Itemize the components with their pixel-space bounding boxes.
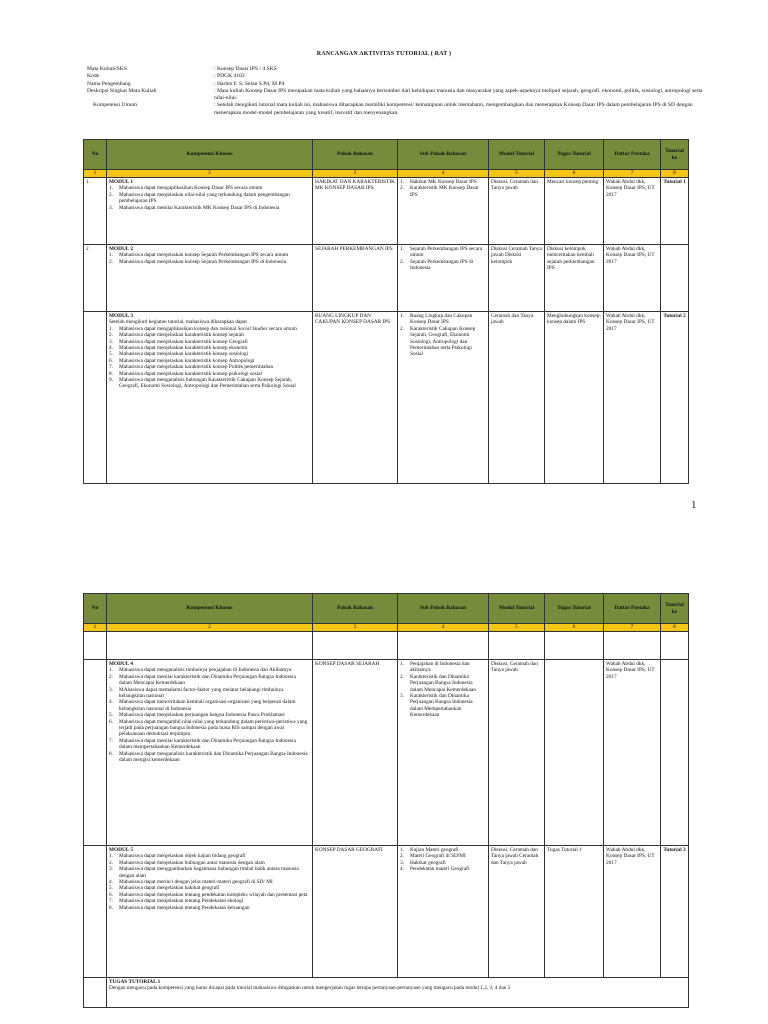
item-text: Mahasiswa dapat menjelaskan konsep Sejarah Perkembangan IPS di Indonesia bbox=[119, 258, 287, 265]
kompetensi-khusus-cell bbox=[107, 660, 313, 846]
item-text: Mahasiswa dapat mengaplikasikan Konsep Dasar IPS secara umum bbox=[119, 185, 263, 192]
column-number: 1 bbox=[84, 624, 107, 632]
numbered-list bbox=[109, 326, 310, 390]
modul-tutorial: Diskusi Ceramah Tanya jawab Diskusi kelompok bbox=[489, 245, 545, 312]
column-number: 8 bbox=[661, 170, 689, 178]
item-text: Mahasiswa dapat menjelaskan karakteristik konsep Antropologi bbox=[119, 357, 255, 364]
item-text: Mahasiswa dapat menjelaskan perjuangan bangsa Indonesia Pasca Proklamasi bbox=[119, 712, 285, 719]
row-number: 2 bbox=[84, 245, 107, 312]
list-item bbox=[400, 313, 486, 326]
numbered-list bbox=[109, 252, 310, 265]
item-text: Mahasiswa dapat menceritakan kembali organisasi-organisasi yang berperan dalam kebangkitan nasional di Indonesia bbox=[119, 699, 296, 712]
daftar-pustaka: Wahab Abdul dkk, Konsep Dasar IPS, UT 2017 bbox=[604, 178, 661, 245]
pokok-bahasan: SEJARAH PERKEMBANGAN IPS bbox=[313, 245, 398, 312]
item-text: Hakikat geografi bbox=[410, 859, 446, 866]
item-text: Mahasiswa dapat menjelaskan karakteristik konsep ekonomi bbox=[119, 345, 248, 352]
module-intro: Setelah mengikuti kegiatan tutorial, mahasiswa diharapkan dapat bbox=[109, 319, 247, 326]
tugas-tutorial-text: Dengan mengacu pada kompetensi yang harus dicapai pada tutorial mahasiswa ditugaskan untuk mengerjakan tugas berupa pertanyaan-pertanyaan yang mengacu pada modul 1,2, 3, 4 dan 5 bbox=[109, 985, 511, 992]
table-row bbox=[84, 245, 689, 312]
column-header: Daftar Pustaka bbox=[604, 140, 661, 170]
sub-pokok-bahasan-cell bbox=[398, 245, 489, 312]
tugas-tutorial: Diskusi kelompok menceritakan kembali sejarah perkembangan IPS bbox=[545, 245, 604, 312]
numbered-list bbox=[400, 179, 486, 198]
column-number: 3 bbox=[313, 170, 398, 178]
list-item bbox=[109, 738, 310, 751]
item-text: Mahasiswa dapat menilai Karakteristik MK Konsep Dasar IPS di Indonesia bbox=[119, 204, 280, 211]
info-value: : PDGK 4102 bbox=[214, 73, 245, 80]
item-text: Mahasiswa dapat menjelaskan karakteristik konsep psikologi sosial bbox=[119, 370, 262, 377]
list-item bbox=[109, 866, 310, 879]
module-title: MODUL 5 bbox=[109, 847, 133, 853]
list-item bbox=[400, 259, 486, 272]
item-text: Hakikat MK Konsep Dasar IPS bbox=[410, 179, 477, 185]
tugas-tutorial bbox=[545, 660, 604, 846]
item-number: 3. bbox=[109, 686, 113, 693]
info-value: : Mata kuliah Konsep Dasar IPS merupakan mata kuliah yang bahannya bersumber dari kehidupan manusia dan masyarakat yang aspek-aspeknya meliputi sejarah, geografi, ekonomi, politik, sosiologi, antropologi serta nilai-nilai. bbox=[214, 87, 703, 102]
item-number: 2. bbox=[400, 325, 404, 332]
empty-cell bbox=[107, 632, 313, 660]
item-number: 2. bbox=[109, 859, 113, 866]
list-item bbox=[400, 693, 486, 719]
pokok-bahasan: RUANG LINGKUP DAN CAKUPAN KONSEP DASAR IPS bbox=[313, 312, 398, 484]
column-number-row bbox=[84, 170, 689, 178]
item-text: Mahasiswa dapat menggambarkan bagaimana hubungan timbal balik antara manusia dengan alam bbox=[119, 866, 299, 879]
item-number: 6. bbox=[109, 891, 113, 898]
kompetensi-khusus-cell bbox=[107, 312, 313, 484]
list-item bbox=[109, 192, 310, 205]
table-header-row bbox=[84, 594, 689, 624]
item-text: Mahasiswa dapat menjelaskan nilai-nilai yang terkandung dalam pengembangan pembelajaran IPS bbox=[119, 191, 290, 205]
sub-pokok-bahasan-cell bbox=[398, 846, 489, 978]
item-number: 3. bbox=[109, 204, 113, 211]
item-number: 1. bbox=[109, 252, 113, 259]
item-text: Karakteristik Cakupan Konsep Sejarah, Geografi, Ekonomi Sosiologi, Antropologi dan Pemerintahan serta Psikologi Sosial bbox=[410, 325, 476, 358]
column-number: 6 bbox=[545, 170, 604, 178]
empty-cell bbox=[545, 632, 604, 660]
module-title: MODUL 3 bbox=[109, 313, 133, 319]
list-item bbox=[109, 905, 310, 911]
item-number: 8. bbox=[109, 904, 113, 911]
item-text: Mahasiswa dapat menganalisis timbulnya penjajahan di Indonesia dan Akibatnya bbox=[119, 667, 292, 674]
numbered-list bbox=[400, 246, 486, 272]
item-text: Mahasiswa dapat menjelaskan tentang pendekatan kompleks wilayah dan presentasi peta bbox=[119, 891, 308, 898]
column-number: 5 bbox=[489, 624, 545, 632]
item-text: Mahasiswa dapat menjelaskan hubungan antar manusia dengan alam bbox=[119, 859, 265, 866]
tugas-tutorial-content bbox=[107, 978, 689, 1008]
item-number: 3. bbox=[109, 866, 113, 873]
module-title: MODUL 2 bbox=[109, 246, 133, 252]
empty-cell bbox=[489, 632, 545, 660]
kompetensi-khusus-cell bbox=[107, 178, 313, 245]
item-text: Mahasiswa dapat menjelaskan tentang Pendekatan keruangan bbox=[119, 904, 250, 911]
empty-row bbox=[84, 632, 689, 660]
list-item bbox=[109, 719, 310, 738]
table-row bbox=[84, 846, 689, 978]
item-text: Mahasiswa dapat menilai karakteristik dan Dinamika Perjuangan Bangsa Indonesia dalam Mencapai Kemerdekaan bbox=[119, 673, 296, 687]
info-label: Kode bbox=[87, 73, 100, 80]
tugas-tutorial: Menghubungkan konsep-konsep dalam IPS bbox=[545, 312, 604, 484]
item-text: Mahasiswa dapat menilai karakteristik dan Dinamika Perjuangan Bangsa Indonesia dalam mempertahankan Kemerdekaan bbox=[119, 737, 296, 751]
numbered-list bbox=[109, 667, 310, 763]
column-number-row bbox=[84, 624, 689, 632]
column-number: 5 bbox=[489, 170, 545, 178]
modul-tutorial: Ceramah dan Tanya jawab bbox=[489, 312, 545, 484]
info-row bbox=[87, 88, 707, 103]
column-number: 8 bbox=[661, 624, 689, 632]
item-text: Sejarah Perkembangan IPS secara umum bbox=[410, 246, 483, 259]
info-label: Nama Pengembang bbox=[87, 80, 131, 87]
document-title: RANCANGAN AKTIVITAS TUTORIAL ( RAT ) bbox=[316, 51, 452, 57]
modul-tutorial: Diskusi, Ceramah dan Tanya jawab Ceramah dan Tanya jawab bbox=[489, 846, 545, 978]
sub-pokok-bahasan-cell bbox=[398, 660, 489, 846]
item-number: 6. bbox=[109, 357, 113, 364]
item-text: Karakteristik dan Dinamika Perjuangan Bangsa Indonesia dalam Mencapai Kemerdekaan bbox=[410, 673, 476, 693]
column-number: 7 bbox=[604, 624, 661, 632]
item-number: 2. bbox=[109, 191, 113, 198]
item-number: 9. bbox=[109, 377, 113, 384]
item-number: 1. bbox=[400, 847, 404, 853]
daftar-pustaka: Wahab Abdul dkk, Konsep Dasar IPS, UT 2017 bbox=[604, 245, 661, 312]
item-number: 2. bbox=[400, 673, 404, 680]
info-row bbox=[87, 81, 707, 88]
column-number: 2 bbox=[107, 624, 313, 632]
column-header: Tutorial ke bbox=[661, 140, 689, 170]
info-label: Kompetensi Umum bbox=[93, 102, 137, 109]
info-label: Mata Kuliah/SKS bbox=[87, 66, 127, 72]
item-number: 2. bbox=[109, 673, 113, 680]
list-item bbox=[400, 185, 486, 198]
info-row bbox=[87, 102, 707, 117]
item-text: Mahasiswa dapat menjelaskan konsep Sejarah Perkembangan IPS secara umum bbox=[119, 252, 289, 259]
info-value: : Setelah mengikuti tutorial mata kuliah ini, mahasiswa diharapkan memiliki kompetensi/ kemampuan untuk memahami, mengembangkan dan menerapkan Konsep Dasar IPS dalam pembelajaran IPS di SD dengan menerapkan model-model pembelajaran yang kreatif, inovatif dan menyenangkan. bbox=[214, 102, 693, 116]
column-header: Tutorial ke bbox=[661, 594, 689, 624]
item-text: Mahasiswa dapat menjelaskan karakteristik konsep sosiologi bbox=[119, 351, 249, 358]
list-item bbox=[109, 687, 310, 700]
item-number: 5. bbox=[109, 712, 113, 719]
column-header: Kompetensi Khusus bbox=[107, 594, 313, 624]
table-row bbox=[84, 312, 689, 484]
item-number: 4. bbox=[400, 866, 404, 873]
item-number: 1. bbox=[400, 661, 404, 667]
item-number: 1. bbox=[400, 179, 404, 185]
column-number: 1 bbox=[84, 170, 107, 178]
empty-cell bbox=[313, 632, 398, 660]
column-header: Sub Pokok Bahasan bbox=[398, 594, 489, 624]
modul-tutorial: Diskusi, Ceramah dan Tanya jawab bbox=[489, 660, 545, 846]
item-text: Mahasiswa dapat menganalisis karakteristik dan Dinamika Perjuangan Bangsa Indonesia dalam mengisi kemerdekaan bbox=[119, 750, 308, 764]
module-title: MODUL 4 bbox=[109, 661, 133, 667]
kompetensi-khusus-cell bbox=[107, 245, 313, 312]
column-header: Tugas Tutorial bbox=[545, 140, 604, 170]
kompetensi-khusus-cell bbox=[107, 846, 313, 978]
item-number: 1. bbox=[400, 313, 404, 319]
item-number: 8. bbox=[109, 370, 113, 377]
item-text: Mahasiswa dapat menjelaskan objek kajian bidang geografi bbox=[119, 853, 246, 860]
item-text: Mahasiswa dapat mengaplikasikan konsep dan rasional Social Studies secara umum bbox=[119, 325, 297, 332]
item-number: 7. bbox=[109, 898, 113, 905]
empty-cell bbox=[604, 632, 661, 660]
empty-cell bbox=[398, 632, 489, 660]
list-item bbox=[400, 246, 486, 259]
item-number: 7. bbox=[109, 737, 113, 744]
list-item bbox=[400, 866, 486, 872]
row-number bbox=[84, 312, 107, 484]
module-title: MODUL 1 bbox=[109, 179, 133, 185]
item-text: Mahasiswa dapat menjelaskan hakikat geografi bbox=[119, 885, 220, 892]
item-number: 3. bbox=[109, 338, 113, 345]
tutorial-ke bbox=[661, 245, 689, 312]
item-text: Materi Geografi di SD/MI bbox=[410, 853, 466, 860]
list-item bbox=[109, 205, 310, 211]
info-row bbox=[87, 66, 707, 73]
column-header: Modul Tutorial bbox=[489, 140, 545, 170]
row-number bbox=[84, 846, 107, 978]
pokok-bahasan: HAKIKAT DAN KARAKTERISTIK MK KONSEP DASAR IPS bbox=[313, 178, 398, 245]
column-number: 4 bbox=[398, 170, 489, 178]
pokok-bahasan: KONSEP DASAR GEOGRAFI bbox=[313, 846, 398, 978]
sub-pokok-bahasan-cell bbox=[398, 178, 489, 245]
item-text: Mahasiswa dapat merinci dengan jelas materi-materi geografi di SD/ MI bbox=[119, 879, 273, 886]
column-number: 2 bbox=[107, 170, 313, 178]
item-number: 2. bbox=[109, 258, 113, 265]
item-number: 2. bbox=[400, 185, 404, 192]
item-number: 2. bbox=[109, 332, 113, 339]
item-text: Mahasiswa dapat menjelaskan tentang Pendekatan ekologi bbox=[119, 898, 244, 905]
column-number: 7 bbox=[604, 170, 661, 178]
page-number: 1 bbox=[691, 499, 697, 511]
info-label: Deskripsi Singkat Mata Kuliah bbox=[87, 87, 157, 94]
list-item bbox=[400, 674, 486, 693]
item-number: 1. bbox=[400, 246, 404, 252]
rat-table-page-2 bbox=[83, 593, 689, 1008]
item-text: Sejarah Perkembangan IPS di Indonesia bbox=[410, 258, 474, 272]
info-value: : Konsep Dasar IPS / 4 SKS bbox=[214, 66, 277, 72]
item-text: Penjajahan di Indonesia dan akibatnya bbox=[410, 661, 470, 674]
rat-table-page-1 bbox=[83, 139, 689, 484]
numbered-list bbox=[109, 185, 310, 211]
numbered-list bbox=[400, 313, 486, 358]
item-number: 4. bbox=[109, 345, 113, 352]
item-text: Mahasiswa dapat menjelaskan karakteristik konsep Geografi bbox=[119, 338, 248, 345]
tugas-tutorial-row bbox=[84, 978, 689, 1008]
empty-cell bbox=[661, 632, 689, 660]
column-header: No bbox=[84, 140, 107, 170]
item-number: 7. bbox=[109, 364, 113, 371]
item-number: 3. bbox=[400, 693, 404, 700]
item-text: Mahasiswa dapat menjelaskan karakteristik konsep Politik pemerintahan bbox=[119, 364, 274, 371]
empty-cell bbox=[84, 632, 107, 660]
column-header: Kompetensi Khusus bbox=[107, 140, 313, 170]
column-number: 3 bbox=[313, 624, 398, 632]
empty-cell bbox=[84, 978, 107, 1008]
table-row bbox=[84, 660, 689, 846]
item-number: 5. bbox=[109, 351, 113, 358]
column-number: 6 bbox=[545, 624, 604, 632]
row-number: 1. bbox=[84, 178, 107, 245]
item-number: 1. bbox=[109, 325, 113, 332]
list-item bbox=[109, 699, 310, 712]
tugas-tutorial-title: TUGAS TUTORIAL 1 bbox=[109, 979, 161, 985]
sub-pokok-bahasan-cell bbox=[398, 312, 489, 484]
item-text: Karakteristik dan Dinamika Perjuangan Bangsa Indonesia dalam Mempertahankan Kemerdekaan bbox=[410, 693, 473, 719]
item-number: 2. bbox=[400, 258, 404, 265]
item-text: Mahasiswa dapat mengambil nilai-nilai yang terkandung dalam peristiwa-peristiwa yang terjadi pada perjuangan bangsa Indonesia pada masa RIS sampai dengan awal pelaksanaan demokrasi terpimpin bbox=[119, 718, 308, 738]
column-header: Daftar Pustaka bbox=[604, 594, 661, 624]
tutorial-ke: Tutorial 1 bbox=[661, 178, 689, 245]
item-number: 3. bbox=[400, 859, 404, 866]
column-header: Modul Tutorial bbox=[489, 594, 545, 624]
modul-tutorial: Diskusi, Ceramah dan Tanya jawab bbox=[489, 178, 545, 245]
pokok-bahasan: KONSEP DASAR SEJARAH bbox=[313, 660, 398, 846]
tugas-tutorial: Mencari konsep penting bbox=[545, 178, 604, 245]
item-number: 1. bbox=[109, 185, 113, 192]
numbered-list bbox=[400, 661, 486, 719]
column-header: Sub Pokok Bahasan bbox=[398, 140, 489, 170]
column-header: No bbox=[84, 594, 107, 624]
numbered-list bbox=[109, 853, 310, 911]
item-text: Kajian Materi geografi bbox=[410, 847, 459, 853]
column-header: Pokok Bahasan bbox=[313, 594, 398, 624]
item-text: Mahasiswa dapat menganalisis hubungan Karakteristik Cakupan Konsep Sejarah, Geografi, Ekonomi Sosiologi, Antropologi dan Pemerintahan serta Psikologi Sosial bbox=[119, 377, 296, 390]
daftar-pustaka: Wahab Abdul dkk, Konsep Dasar IPS, UT 2017 bbox=[604, 312, 661, 484]
list-item bbox=[400, 326, 486, 358]
list-item bbox=[109, 674, 310, 687]
column-header: Tugas Tutorial bbox=[545, 594, 604, 624]
item-number: 4. bbox=[109, 879, 113, 886]
list-item bbox=[109, 259, 310, 265]
item-number: 6. bbox=[109, 718, 113, 725]
item-text: Mahasiswa dapat menjelaskan karakteristik konsep sejarah bbox=[119, 332, 244, 339]
info-row bbox=[87, 73, 707, 80]
item-text: Karakteristik MK Konsep Dasar IPS bbox=[410, 185, 479, 198]
daftar-pustaka: Wahab Abdul dkk, Konsep Dasar IPS, UT 2017 bbox=[604, 846, 661, 978]
list-item bbox=[109, 377, 310, 390]
tutorial-ke: Tutorial 3 bbox=[661, 846, 689, 978]
item-number: 8. bbox=[109, 750, 113, 757]
numbered-list bbox=[400, 847, 486, 873]
table-row bbox=[84, 178, 689, 245]
column-header: Pokok Bahasan bbox=[313, 140, 398, 170]
emphasis-text: Social Studies bbox=[237, 325, 268, 332]
column-number: 4 bbox=[398, 624, 489, 632]
list-item bbox=[109, 751, 310, 764]
tugas-tutorial: Tugas Tutorial 1 bbox=[545, 846, 604, 978]
list-item bbox=[400, 661, 486, 674]
item-number: 1. bbox=[109, 667, 113, 674]
table-header-row bbox=[84, 140, 689, 170]
item-number: 2. bbox=[400, 853, 404, 860]
item-number: 5. bbox=[109, 885, 113, 892]
item-number: 4. bbox=[109, 699, 113, 706]
item-number: 1. bbox=[109, 853, 113, 860]
item-text: Pendekatan materi Geografi bbox=[410, 866, 470, 873]
daftar-pustaka: Wahab Abdul dkk, Konsep Dasar IPS, UT 2017 bbox=[604, 660, 661, 846]
row-number bbox=[84, 660, 107, 846]
tutorial-ke bbox=[661, 660, 689, 846]
item-text: Ruang Lingkup dan Cakupan Konsep Dasar IPS bbox=[410, 313, 473, 326]
course-info bbox=[87, 66, 707, 117]
item-text: MAhasiswa dapat memahami factor-faktor yang melatar belakangi timbulnya kebangkitan nasional bbox=[119, 686, 284, 700]
info-value: : Harlen F. S. Selan S.Pd, M.Pd bbox=[214, 80, 285, 87]
tutorial-ke: Tutorial 2 bbox=[661, 312, 689, 484]
